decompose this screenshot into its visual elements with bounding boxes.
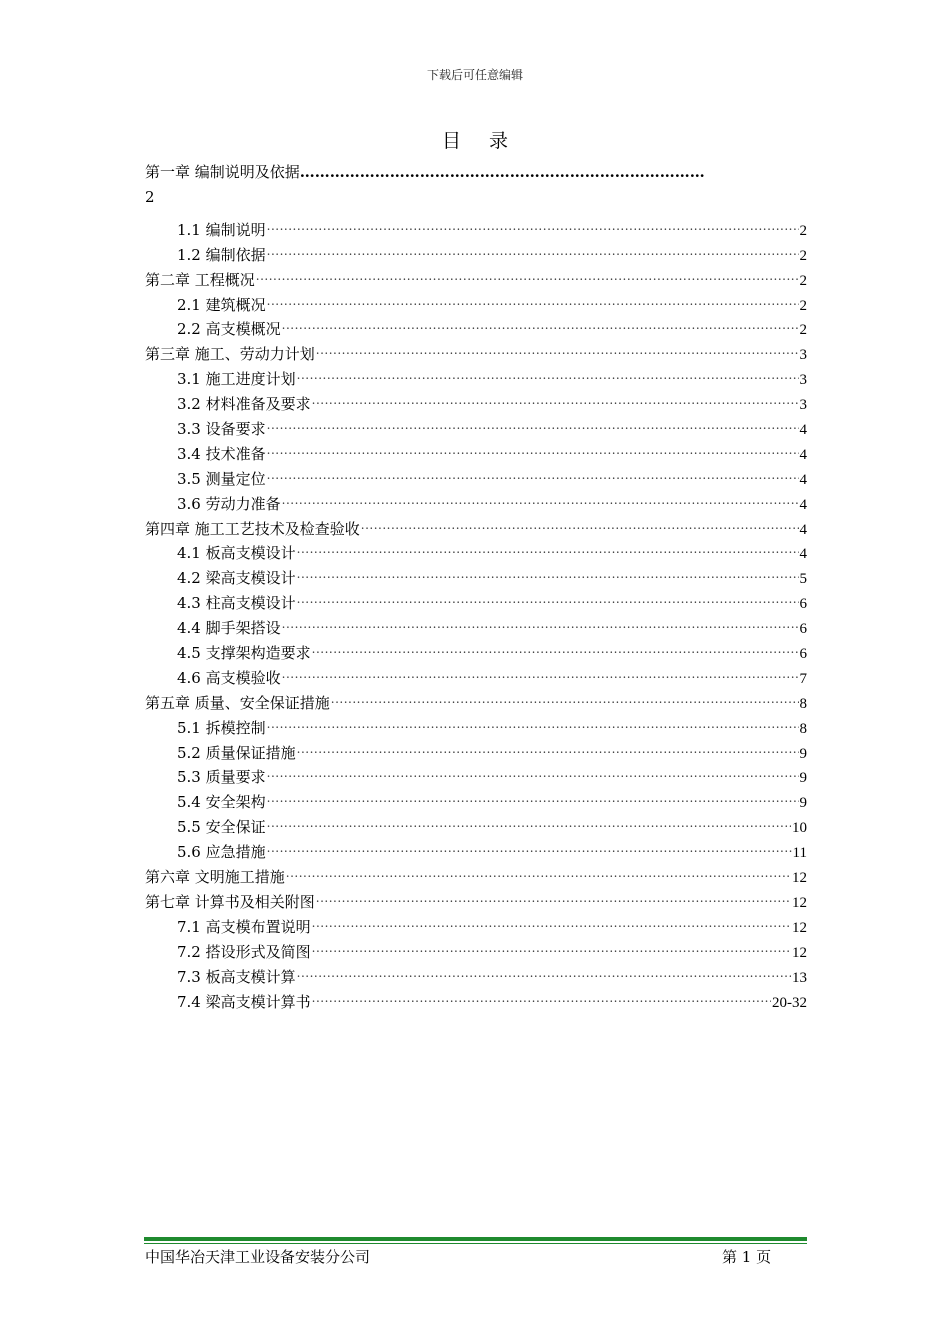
toc-entry-label: 1.2 编制依据 bbox=[177, 245, 266, 264]
toc-entry-label: 7.3 板高支模计算 bbox=[177, 967, 296, 986]
toc-leader-dots bbox=[297, 359, 799, 384]
toc-leader-dots bbox=[297, 558, 799, 583]
toc-leader-dots: ……………………………………………………………………… bbox=[299, 163, 705, 181]
toc-entry-page: 20-32 bbox=[772, 994, 807, 1011]
toc-entry-label: 3.2 材料准备及要求 bbox=[177, 395, 311, 414]
toc-leader-dots bbox=[297, 583, 799, 608]
toc-entry-label: 第四章 施工工艺技术及检查验收 bbox=[145, 519, 360, 538]
toc-leader-dots bbox=[267, 832, 792, 857]
toc-entry-label: 第一章 编制说明及依据 bbox=[145, 163, 300, 181]
toc-entry-label: 5.2 质量保证措施 bbox=[177, 743, 296, 762]
toc-entry-page: 2 bbox=[145, 188, 155, 206]
toc-entry-page: 3 bbox=[799, 397, 807, 414]
toc-entry-label: 4.4 脚手架搭设 bbox=[177, 619, 281, 638]
toc-leader-dots bbox=[267, 807, 791, 832]
toc-entry-page: 11 bbox=[792, 845, 807, 862]
toc-leader-dots bbox=[312, 633, 799, 658]
toc-entry-page: 8 bbox=[799, 720, 807, 737]
toc-leader-dots bbox=[331, 683, 799, 708]
toc-entry-page: 4 bbox=[799, 496, 807, 513]
footer-company: 中国华冶天津工业设备安装分公司 bbox=[145, 1248, 371, 1266]
toc-entry-page: 12 bbox=[792, 944, 807, 961]
toc-entry-page: 4 bbox=[799, 471, 807, 488]
toc-entry-page: 12 bbox=[792, 919, 807, 936]
toc-leader-dots bbox=[316, 882, 791, 907]
toc-entry-label: 4.3 柱高支模设计 bbox=[177, 594, 296, 613]
toc-entry-label: 5.1 拆模控制 bbox=[177, 718, 266, 737]
toc-leader-dots bbox=[256, 260, 799, 285]
toc-entry-section[interactable] bbox=[145, 210, 807, 239]
toc-entry-page: 4 bbox=[799, 422, 807, 439]
toc-leader-dots bbox=[282, 484, 799, 509]
toc-entry-label: 7.4 梁高支模计算书 bbox=[177, 992, 311, 1011]
toc-leader-dots bbox=[282, 658, 799, 683]
toc-leader-dots bbox=[267, 285, 799, 310]
toc-leader-dots bbox=[297, 733, 799, 758]
toc-entry-label: 1.1 编制说明 bbox=[177, 220, 266, 239]
toc-entry-page: 5 bbox=[799, 571, 807, 588]
toc-entry-page: 9 bbox=[799, 770, 807, 787]
toc-entry-label: 3.3 设备要求 bbox=[177, 420, 266, 439]
toc-entry-label: 4.1 板高支模设计 bbox=[177, 544, 296, 563]
toc-entry-label: 第六章 文明施工措施 bbox=[145, 868, 285, 887]
toc-leader-dots bbox=[312, 907, 791, 932]
toc-entry-page: 12 bbox=[792, 870, 807, 887]
toc-entry-page: 3 bbox=[799, 347, 807, 364]
toc-entry-chapter-1[interactable] bbox=[145, 160, 807, 210]
toc-entry-label: 3.6 劳动力准备 bbox=[177, 494, 281, 513]
toc-entry-label: 4.5 支撑架构造要求 bbox=[177, 644, 311, 663]
toc-entry-label: 第二章 工程概况 bbox=[145, 270, 255, 289]
toc-entry-page: 7 bbox=[799, 670, 807, 687]
toc-leader-dots bbox=[297, 957, 791, 982]
toc-leader-dots bbox=[267, 210, 799, 235]
header-note: 下载后可任意编辑 bbox=[426, 68, 523, 82]
toc-leader-dots bbox=[312, 982, 771, 1007]
toc-entry-label: 2.2 高支模概况 bbox=[177, 320, 281, 339]
toc-leader-dots bbox=[312, 384, 799, 409]
toc-leader-dots bbox=[267, 434, 799, 459]
toc-list bbox=[145, 210, 807, 1011]
toc-entry-label: 第五章 质量、安全保证措施 bbox=[145, 693, 330, 712]
toc-entry-label: 2.1 建筑概况 bbox=[177, 295, 266, 314]
footer-rule-thin bbox=[144, 1243, 807, 1244]
toc-entry-page: 6 bbox=[799, 596, 807, 613]
toc-leader-dots bbox=[316, 334, 799, 359]
page-title: 目录 bbox=[441, 130, 536, 152]
toc-entry-page: 6 bbox=[799, 646, 807, 663]
toc-entry-label: 第七章 计算书及相关附图 bbox=[145, 892, 315, 911]
toc-leader-dots bbox=[282, 608, 799, 633]
toc-entry-page: 3 bbox=[799, 372, 807, 389]
toc-entry-page: 6 bbox=[799, 621, 807, 638]
toc-entry-label: 5.5 安全保证 bbox=[177, 818, 266, 837]
toc-entry-page: 4 bbox=[799, 546, 807, 563]
toc-leader-dots bbox=[282, 310, 799, 335]
toc-entry-label: 7.1 高支模布置说明 bbox=[177, 917, 311, 936]
toc-leader-dots bbox=[267, 409, 799, 434]
footer-page-number: 第 1 页 bbox=[722, 1248, 772, 1266]
toc-entry-label: 5.3 质量要求 bbox=[177, 768, 266, 787]
toc-entry-label: 3.1 施工进度计划 bbox=[177, 370, 296, 389]
toc-entry-page: 2 bbox=[799, 222, 807, 239]
toc-leader-dots bbox=[312, 932, 791, 957]
toc-entry-page: 8 bbox=[799, 695, 807, 712]
toc-leader-dots bbox=[361, 509, 799, 534]
table-of-contents bbox=[145, 160, 807, 1011]
toc-leader-dots bbox=[267, 459, 799, 484]
toc-entry-page: 9 bbox=[799, 795, 807, 812]
toc-entry-label: 3.4 技术准备 bbox=[177, 444, 266, 463]
toc-entry-label: 5.4 安全架构 bbox=[177, 793, 266, 812]
toc-leader-dots bbox=[267, 235, 799, 260]
footer-rule-thick bbox=[144, 1237, 807, 1241]
toc-entry-page: 2 bbox=[799, 297, 807, 314]
toc-entry-page: 12 bbox=[792, 894, 807, 911]
toc-entry-page: 10 bbox=[792, 820, 807, 837]
toc-leader-dots bbox=[267, 708, 799, 733]
toc-entry-page: 4 bbox=[799, 521, 807, 538]
toc-entry-label: 3.5 测量定位 bbox=[177, 469, 266, 488]
toc-entry-label: 7.2 搭设形式及简图 bbox=[177, 942, 311, 961]
toc-entry-page: 13 bbox=[792, 969, 807, 986]
toc-leader-dots bbox=[267, 758, 799, 783]
toc-entry-page: 2 bbox=[799, 247, 807, 264]
toc-entry-label: 4.2 梁高支模设计 bbox=[177, 569, 296, 588]
toc-entry-label: 第三章 施工、劳动力计划 bbox=[145, 345, 315, 364]
toc-entry-label: 4.6 高支模验收 bbox=[177, 668, 281, 687]
toc-entry-label: 5.6 应急措施 bbox=[177, 843, 266, 862]
toc-entry-page: 4 bbox=[799, 446, 807, 463]
toc-leader-dots bbox=[297, 534, 799, 559]
toc-entry-page: 2 bbox=[799, 322, 807, 339]
toc-entry-page: 2 bbox=[799, 272, 807, 289]
toc-leader-dots bbox=[267, 782, 799, 807]
toc-entry-page: 9 bbox=[799, 745, 807, 762]
toc-leader-dots bbox=[286, 857, 791, 882]
